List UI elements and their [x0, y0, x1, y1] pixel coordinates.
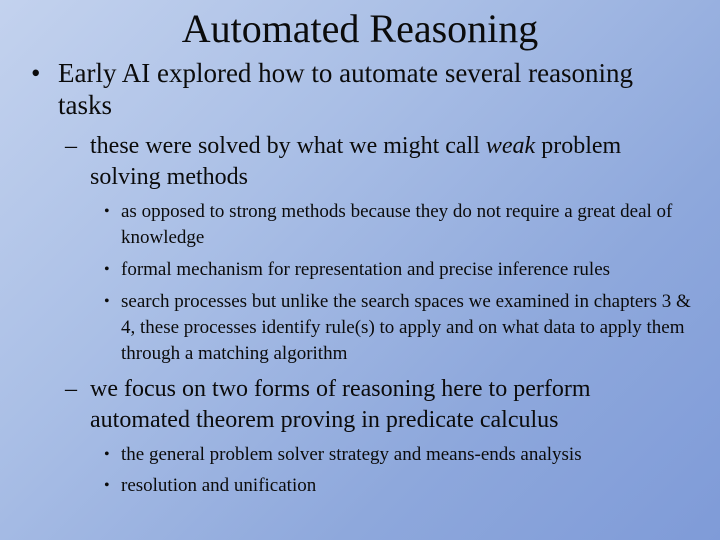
bullet-level1 — [31, 57, 691, 121]
bullet-level3 — [104, 289, 704, 367]
bullet-level3 — [104, 473, 704, 499]
bullet-level3 — [104, 257, 704, 283]
dash-marker: – — [65, 376, 77, 402]
dash-marker: – — [65, 133, 77, 159]
emphasis-weak: weak — [485, 133, 536, 159]
bullet-marker: • — [104, 446, 110, 463]
bullet-text: search processes but unlike the search spaces we examined in chapters 3 & 4, these processes identify rule(s) to apply and on what data to apply them through a matching algorithm — [121, 291, 691, 364]
bullet-marker: • — [104, 203, 110, 220]
bullet-level2 — [65, 374, 695, 436]
bullet-level3 — [104, 199, 704, 251]
bullet-text: the general problem solver strategy and means-ends analysis — [121, 444, 582, 465]
bullet-level2 — [65, 131, 695, 193]
slide-title: Automated Reasoning — [181, 6, 539, 51]
bullet-marker: • — [104, 477, 110, 494]
text-segment: problem solving methods — [90, 133, 622, 190]
bullet-marker: • — [104, 261, 110, 278]
bullet-text: we focus on two forms of reasoning here to perform automated theorem proving in predicate calculus — [90, 376, 591, 433]
bullet-marker: • — [31, 58, 41, 88]
bullet-text: as opposed to strong methods because they do not require a great deal of knowledge — [121, 201, 673, 248]
bullet-marker: • — [104, 293, 110, 310]
bullet-level3 — [104, 442, 704, 468]
bullet-text: resolution and unification — [121, 475, 317, 496]
bullet-text — [65, 131, 695, 193]
bullet-text: Early AI explored how to automate several reasoning tasks — [58, 58, 634, 120]
bullet-text: formal mechanism for representation and precise inference rules — [121, 259, 611, 280]
text-segment: these were solved by what we might call — [90, 133, 486, 159]
